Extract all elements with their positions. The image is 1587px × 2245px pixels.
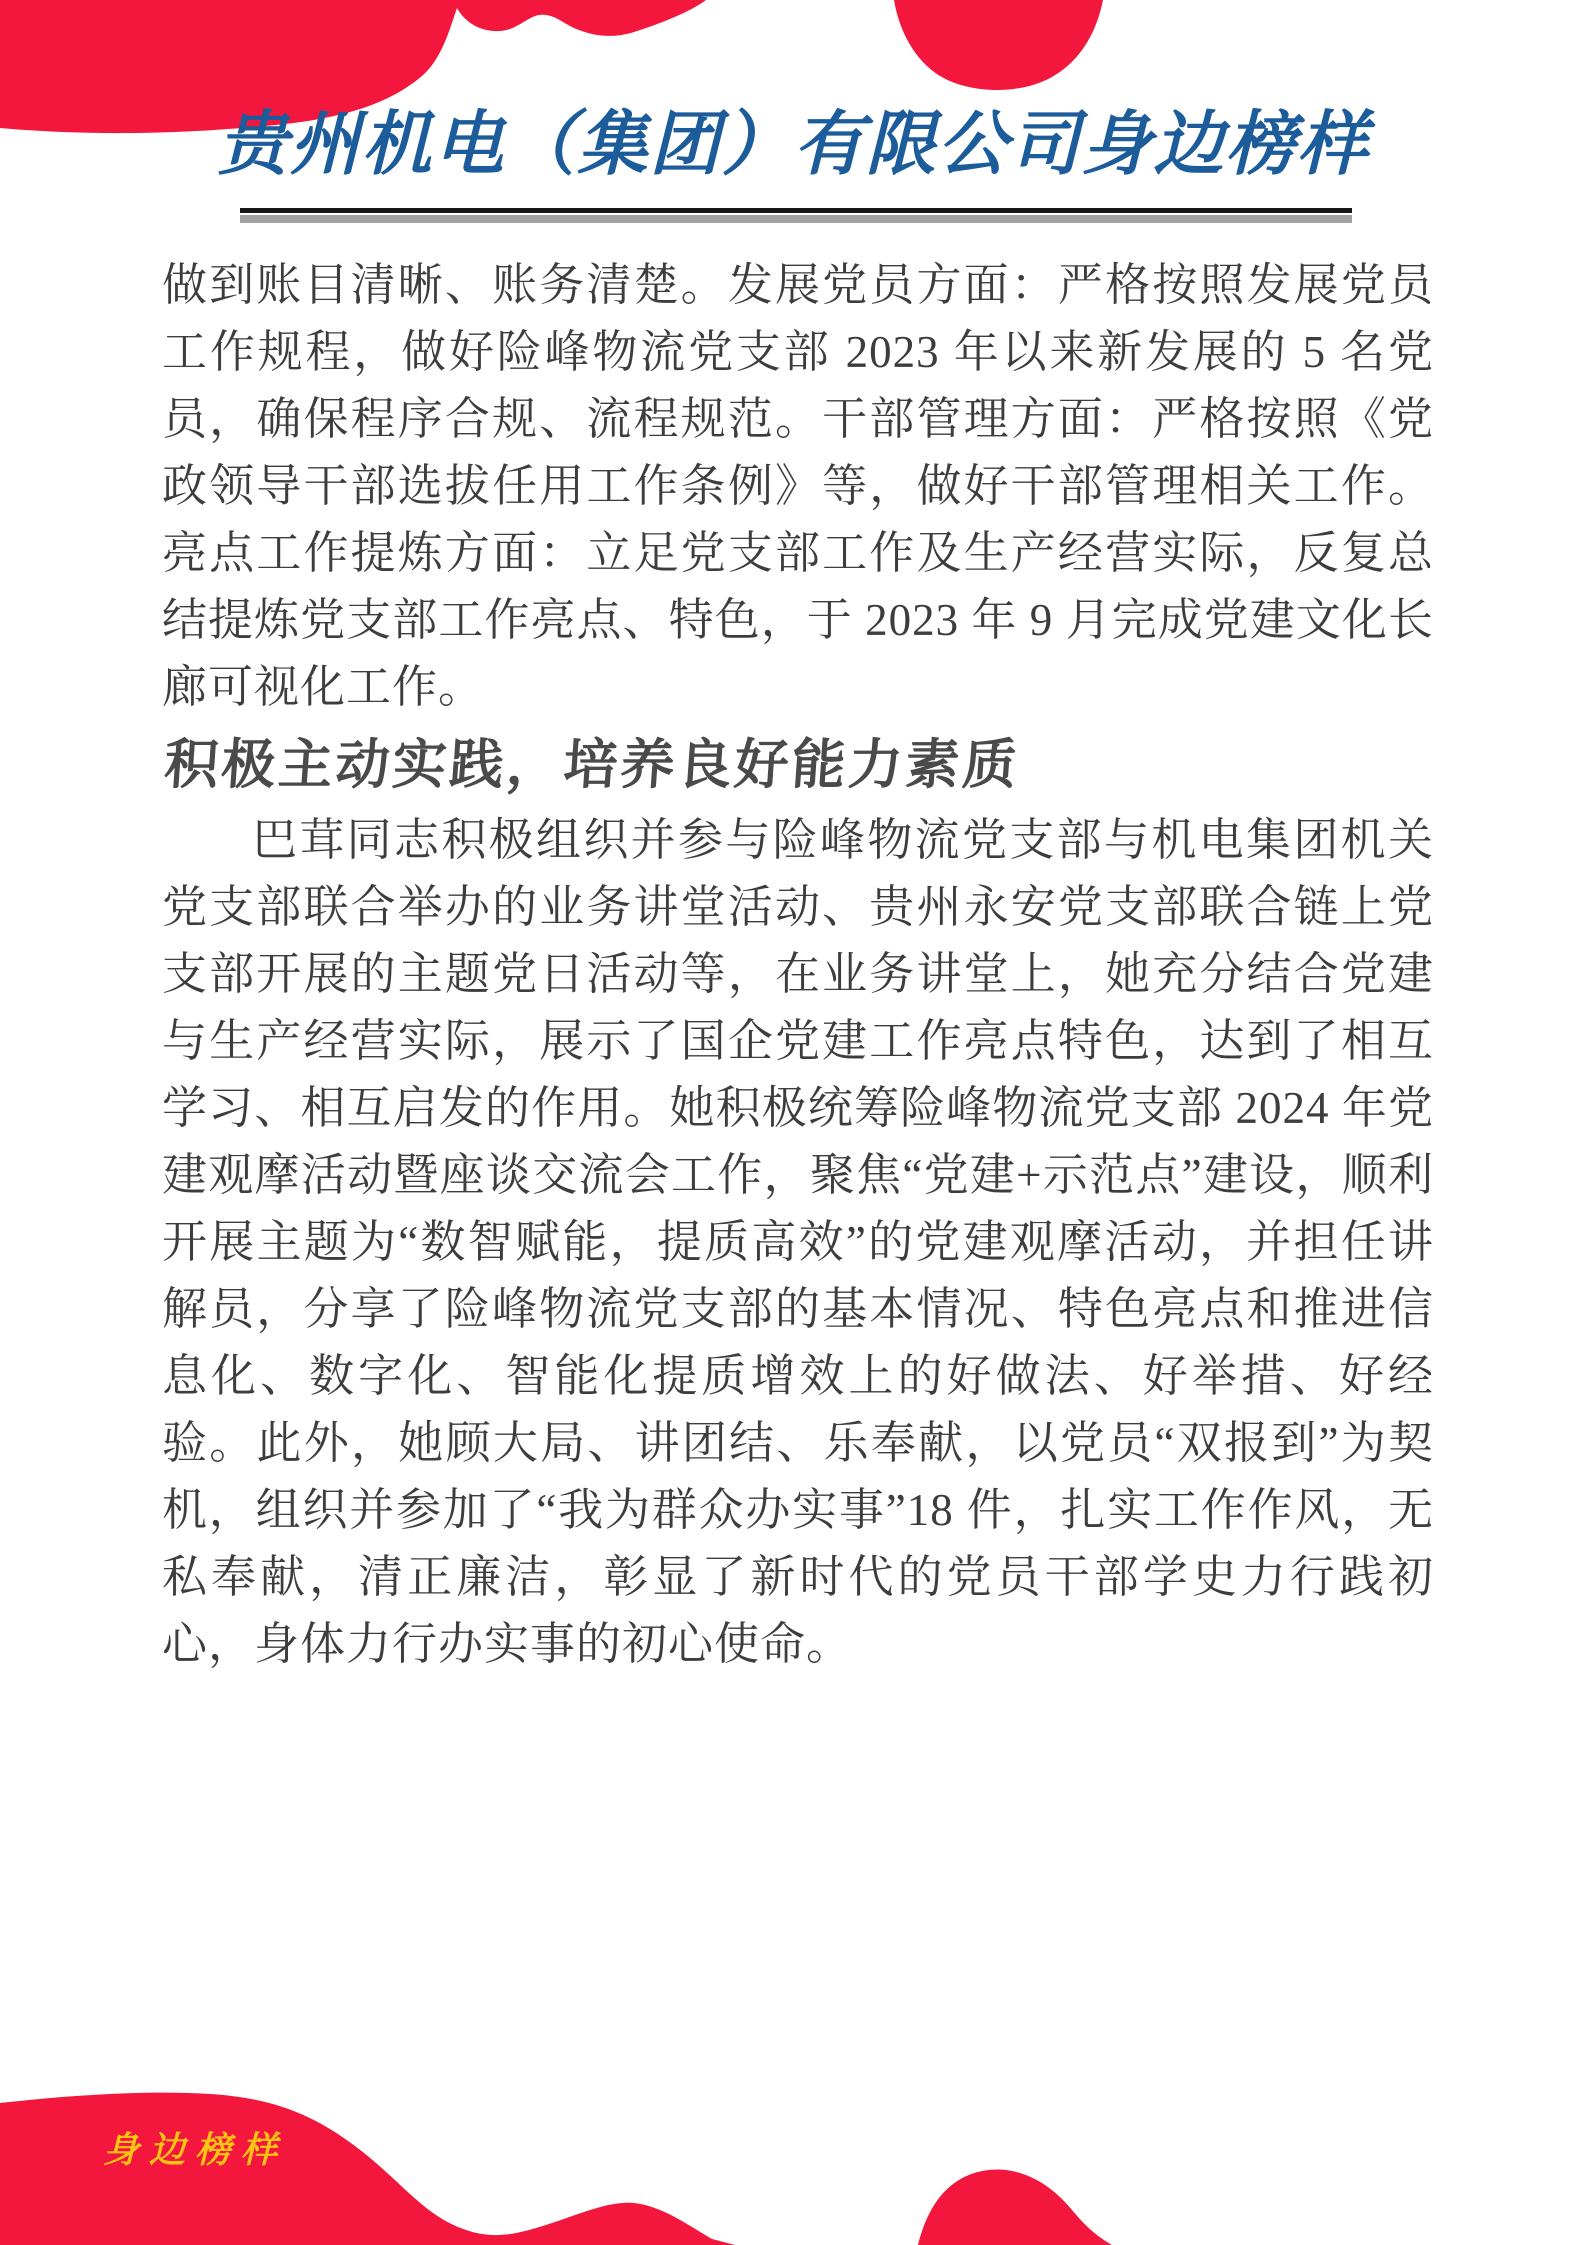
bottom-right-red-hump <box>918 2170 1112 2245</box>
title-underline-dark-rule <box>240 208 1352 213</box>
top-red-tongue <box>894 0 1103 90</box>
title-underline-gray-rule <box>240 215 1352 223</box>
body-paragraph-1: 做到账目清晰、账务清楚。发展党员方面：严格按照发展党员工作规程，做好险峰物流党支部 2023 年以来新发展的 5 名党员，确保程序合规、流程规范。干部管理方面：严格按照《党政领导干部选拔任用工作条例》等，做好干部管理相关工作。亮点工作提炼方面：立足党支部工作及生产经营实际，反复总结提炼党支部工作亮点、特色，于 2023 年 9 月完成党建文化长廊可视化工作。 <box>162 260 1434 712</box>
footer-watermark: 身边榜样 <box>103 2130 288 2170</box>
title-underline <box>240 208 1352 223</box>
document-body <box>162 252 1434 1678</box>
body-paragraph-2: 巴茸同志积极组织并参与险峰物流党支部与机电集团机关党支部联合举办的业务讲堂活动、贵州永安党支部联合链上党支部开展的主题党日活动等，在业务讲堂上，她充分结合党建与生产经营实际，展示了国企党建工作亮点特色，达到了相互学习、相互启发的作用。她积极统筹险峰物流党支部 2024 年党建观摩活动暨座谈交流会工作，聚焦“党建+示范点”建设，顺利开展主题为“数智赋能，提质高效”的党建观摩活动，并担任讲解员，分享了险峰物流党支部的基本情况、特色亮点和推进信息化、数字化、智能化提质增效上的好做法、好举措、好经验。此外，她顾大局、讲团结、乐奉献，以党员“双报到”为契机，组织并参加了“我为群众办实事”18 件，扎实工作作风，无私奉献，清正廉洁，彰显了新时代的党员干部学史力行践初心，身体力行办实事的初心使命。 <box>162 815 1434 1669</box>
page-title: 贵州机电（集团）有限公司身边榜样 <box>217 107 1370 184</box>
section-heading: 积极主动实践，培养良好能力素质 <box>162 735 1022 795</box>
